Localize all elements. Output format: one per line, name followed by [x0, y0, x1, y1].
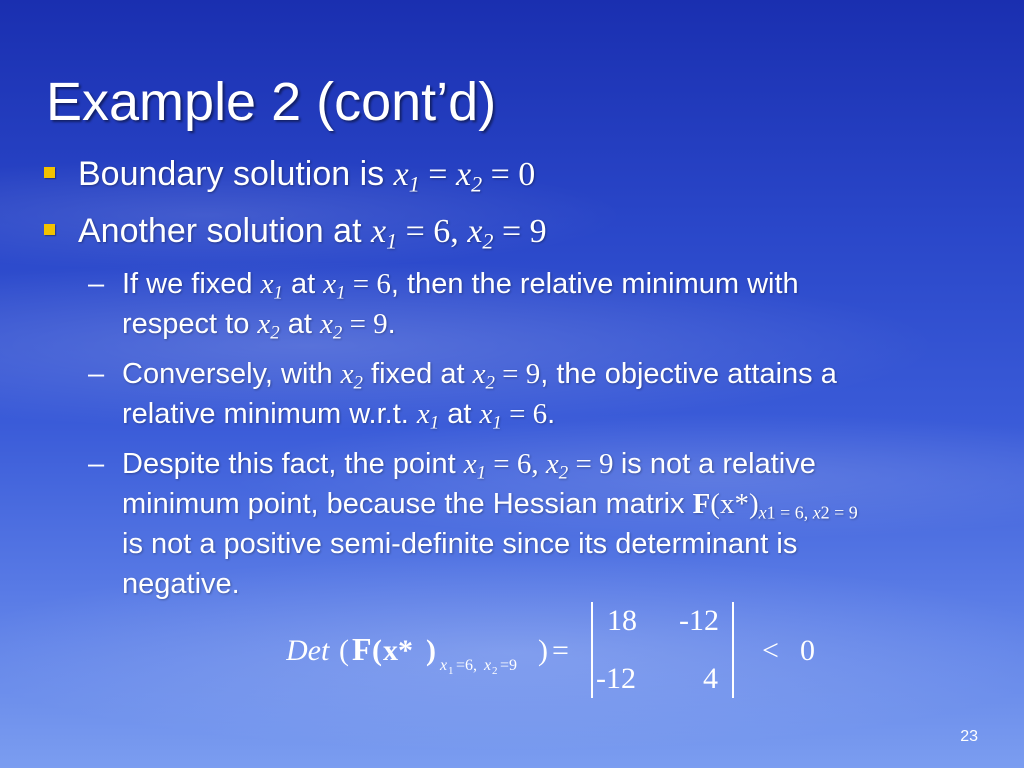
bullet-marker	[44, 224, 55, 235]
math-expression: $x_2$	[472, 358, 495, 394]
slide-title: Example 2 (cont’d)	[46, 72, 497, 132]
sub-bullet-despite: Despite this fact, the point $x_1 = 6$, $x_2 = 9$ is not a relative minimum point, because the Hessian matrix $F(x*)_{x1 = 6, x2 = 9}$ is not a positive semi-definite since its determinant is negative.	[122, 448, 858, 600]
rhs: 0	[800, 634, 815, 667]
sub-bullet-conversely: Conversely, with $x_2$ fixed at $x_2 = 9$, the objective attains a relative minimum w.r.t. $x_1$ at $x_1 = 6$.	[122, 358, 837, 434]
svg-text:1: 1	[448, 665, 454, 677]
svg-text:(: (	[372, 634, 382, 667]
text: , then the relative minimum with	[390, 268, 799, 300]
matrix-cell: 18	[607, 604, 637, 637]
determinant-formula	[286, 600, 846, 700]
math-expression: $x_2$	[320, 308, 343, 344]
dash-marker: –	[88, 268, 105, 300]
text: , the objective attains a	[540, 358, 837, 390]
math-expression: $x_1$	[393, 156, 420, 197]
svg-text:=6,: =6,	[456, 657, 478, 674]
sub-bullet-fixed-x1: If we fixed $x_1$ at $x_1 = 6$, then the relative minimum with respect to $x_2$ at $x_2 = 9$.	[122, 268, 799, 344]
text: minimum point, because the Hessian matrix	[122, 488, 685, 520]
det-bar-right	[732, 602, 734, 698]
bullet-another-solution: Another solution at $x_1 = 6$, $x_2 = 9$	[78, 212, 547, 254]
svg-text:(: (	[339, 634, 349, 667]
svg-text:): )	[426, 634, 436, 667]
text: negative.	[122, 568, 240, 600]
matrix-cell: -12	[596, 662, 636, 695]
hessian-expression: $F(x*)_{x1 = 6, x2 = 9}$	[692, 488, 858, 523]
bullet-text: Another solution at	[78, 212, 362, 250]
svg-text:): )	[538, 634, 548, 667]
svg-text:=9: =9	[500, 657, 518, 674]
bullet-marker	[44, 167, 55, 178]
bold-F: F	[352, 631, 372, 667]
text: If we fixed	[122, 268, 253, 300]
dash-marker: –	[88, 358, 105, 390]
svg-text:2: 2	[492, 665, 498, 677]
det-bar-left	[591, 602, 593, 698]
bullet-boundary-solution: Boundary solution is $x_1 = x_2 = 0$	[78, 155, 536, 197]
math-expression: $x_1$	[260, 268, 283, 304]
text: .	[547, 398, 556, 430]
svg-text:x: x	[484, 657, 492, 674]
page-number: 23	[960, 728, 978, 745]
math-expression: $x_2$	[257, 308, 280, 344]
math-expression: $x_1$	[370, 213, 398, 254]
dash-marker: –	[88, 448, 105, 480]
text: respect to	[122, 308, 250, 340]
det-label: Det	[286, 634, 330, 667]
math-expression: $x_1$	[479, 398, 502, 434]
text: relative minimum w.r.t.	[122, 398, 409, 430]
text: is not a positive semi-definite since its determinant is	[122, 528, 798, 560]
text: is not a relative	[620, 448, 816, 480]
bullet-text: Boundary solution is	[78, 155, 385, 193]
text: Despite this fact, the point	[122, 448, 456, 480]
text: at	[447, 398, 472, 430]
svg-text:=: =	[552, 634, 569, 667]
math-expression: $x_1$	[323, 268, 346, 304]
text: fixed at	[371, 358, 465, 390]
matrix-cell: 4	[703, 662, 718, 695]
text: .	[387, 308, 396, 340]
math-expression: $x_1$	[416, 398, 440, 434]
text: Conversely, with	[122, 358, 333, 390]
x-star: x*	[383, 634, 413, 667]
matrix-cell: -12	[679, 604, 719, 637]
svg-text:x: x	[440, 657, 448, 674]
math-expression: $x_1$	[463, 448, 487, 484]
text: at	[290, 268, 316, 300]
relation: <	[762, 634, 779, 667]
math-expression: $x_2$	[340, 358, 363, 394]
text: at	[287, 308, 312, 340]
